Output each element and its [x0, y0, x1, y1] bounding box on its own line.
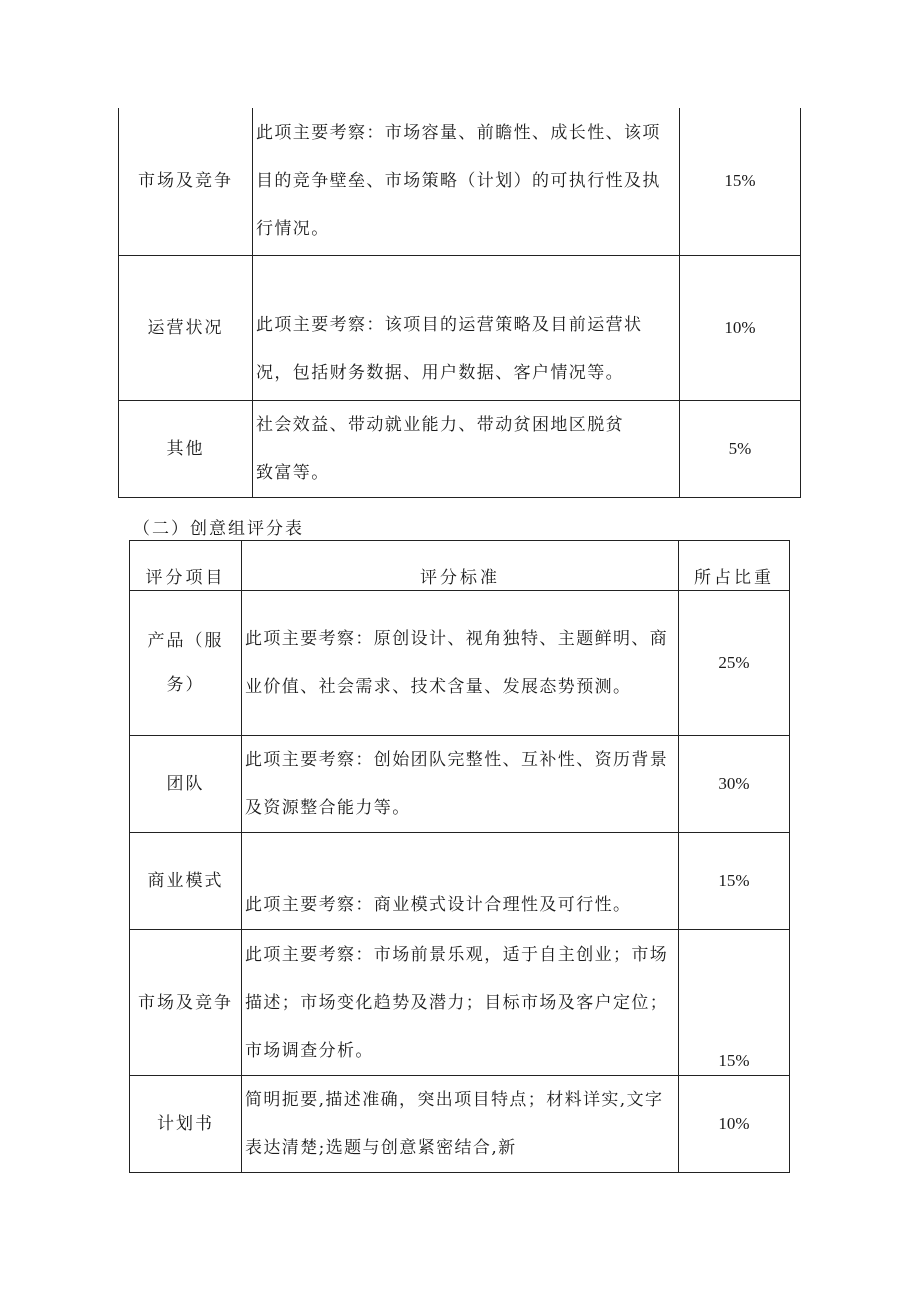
criteria-cell: 此项主要考察：原创设计、视角独特、主题鲜明、商业价值、社会需求、技术含量、发展态势预测。: [242, 591, 679, 736]
category-cell: 市场及竞争: [130, 930, 242, 1076]
category-cell: 市场及竞争: [119, 108, 253, 255]
category-cell: 团队: [130, 736, 242, 833]
creative-group-scoring-table: [129, 540, 790, 1173]
weight-cell: 25%: [679, 591, 790, 736]
header-item: 评分项目: [130, 541, 242, 591]
table-row: [130, 736, 790, 833]
category-cell: 其他: [119, 400, 253, 497]
section-title: （二）创意组评分表: [133, 519, 304, 539]
weight-cell: 10%: [679, 1076, 790, 1173]
table-row: [130, 930, 790, 1076]
criteria-cell: 社会效益、带动就业能力、带动贫困地区脱贫致富等。: [253, 400, 680, 497]
table-header-row: [130, 541, 790, 591]
table-row: [130, 591, 790, 736]
weight-cell: 10%: [680, 255, 801, 400]
header-criteria: 评分标准: [242, 541, 679, 591]
category-cell: 计划书: [130, 1076, 242, 1173]
table-row: [119, 255, 801, 400]
criteria-cell: 此项主要考察：商业模式设计合理性及可行性。: [242, 833, 679, 930]
table-row: [130, 833, 790, 930]
header-weight: 所占比重: [679, 541, 790, 591]
category-cell: 商业模式: [130, 833, 242, 930]
table-row: [119, 108, 801, 255]
category-cell: 运营状况: [119, 255, 253, 400]
category-cell: 产品（服务）: [130, 591, 242, 736]
criteria-cell: 此项主要考察：市场容量、前瞻性、成长性、该项目的竞争壁垒、市场策略（计划）的可执行性及执行情况。: [253, 108, 680, 255]
criteria-cell: 此项主要考察：创始团队完整性、互补性、资历背景及资源整合能力等。: [242, 736, 679, 833]
weight-cell: 15%: [680, 108, 801, 255]
criteria-cell: 简明扼要,描述准确，突出项目特点；材料详实,文字表达清楚;选题与创意紧密结合,新: [242, 1076, 679, 1173]
weight-cell: 15%: [679, 833, 790, 930]
weight-cell: 30%: [679, 736, 790, 833]
table-row: [119, 400, 801, 497]
weight-cell: 15%: [679, 930, 790, 1076]
table-row: [130, 1076, 790, 1173]
criteria-cell: 此项主要考察：市场前景乐观，适于自主创业；市场描述；市场变化趋势及潜力；目标市场及客户定位；市场调查分析。: [242, 930, 679, 1076]
criteria-cell: 此项主要考察：该项目的运营策略及目前运营状况，包括财务数据、用户数据、客户情况等。: [253, 255, 680, 400]
weight-cell: 5%: [680, 400, 801, 497]
scoring-table-continued: [118, 108, 801, 498]
